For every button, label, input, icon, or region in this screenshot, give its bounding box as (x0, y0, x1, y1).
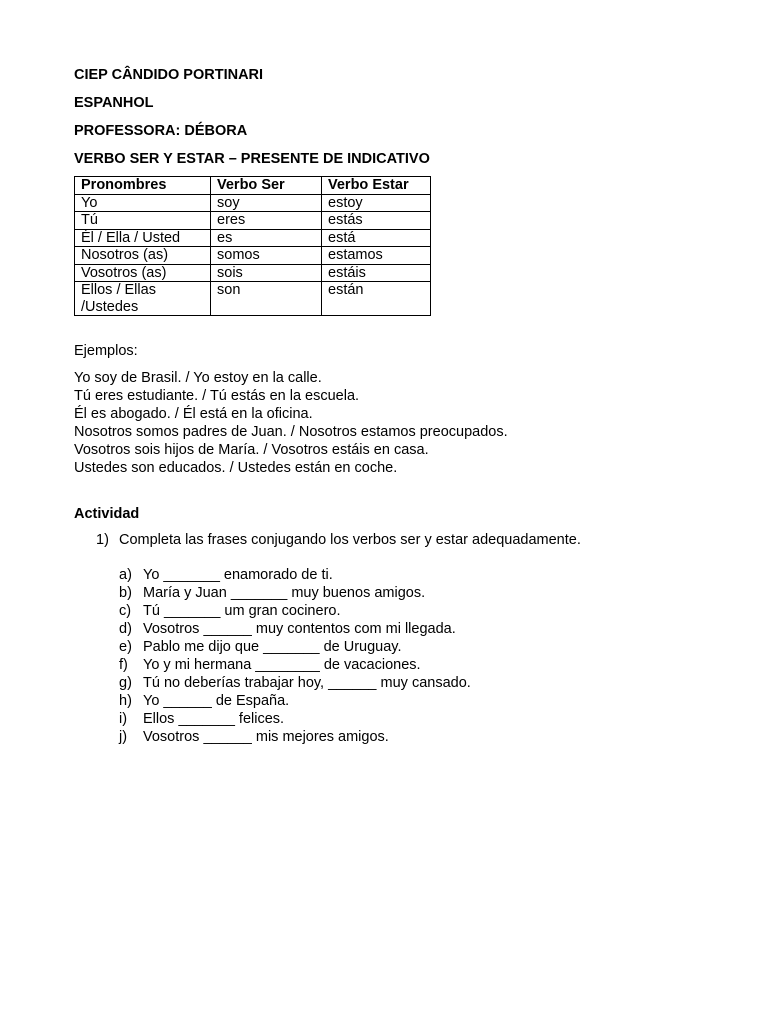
column-header-verbo-ser: Verbo Ser (211, 177, 322, 195)
exercise-item (119, 602, 694, 620)
table-cell: Ellos / Ellas /Ustedes (75, 282, 211, 316)
table-row (75, 264, 431, 282)
table-row (75, 282, 431, 316)
table-cell: somos (211, 247, 322, 265)
subject-name: ESPANHOL (74, 95, 154, 111)
item-text: María y Juan _______ muy buenos amigos. (143, 585, 426, 601)
item-text: Tú _______ um gran cocinero. (143, 603, 341, 619)
column-header-verbo-estar: Verbo Estar (322, 177, 431, 195)
activity-task (74, 531, 694, 549)
verb-conjugation-table (74, 176, 431, 316)
table-cell: estamos (322, 247, 431, 265)
table-row (75, 212, 431, 230)
exercise-item (119, 728, 694, 746)
table-row (75, 194, 431, 212)
item-text: Yo ______ de España. (143, 693, 290, 709)
item-letter: j) (119, 729, 128, 745)
example-line: Nosotros somos padres de Juan. / Nosotros estamos preocupados. (74, 424, 508, 440)
item-text: Pablo me dijo que _______ de Uruguay. (143, 639, 402, 655)
table-cell: Nosotros (as) (75, 247, 211, 265)
exercise-item (119, 584, 694, 602)
item-letter: g) (119, 675, 132, 691)
table-row (75, 247, 431, 265)
table-header-row (75, 177, 431, 195)
item-letter: a) (119, 567, 132, 583)
table-cell: Él / Ella / Usted (75, 229, 211, 247)
item-text: Yo _______ enamorado de ti. (143, 567, 333, 583)
item-letter: c) (119, 603, 132, 619)
item-letter: i) (119, 711, 128, 727)
exercise-item (119, 710, 694, 728)
table-cell: está (322, 229, 431, 247)
exercise-item (119, 674, 694, 692)
table-cell: estáis (322, 264, 431, 282)
examples-list (74, 369, 694, 477)
item-letter: f) (119, 657, 128, 673)
table-cell: estoy (322, 194, 431, 212)
exercise-item (119, 566, 694, 584)
document-page (74, 66, 694, 746)
table-cell: Yo (75, 194, 211, 212)
column-header-pronombres: Pronombres (75, 177, 211, 195)
exercise-item (119, 620, 694, 638)
example-line: Ustedes son educados. / Ustedes están en coche. (74, 460, 398, 476)
example-line: Él es abogado. / Él está en la oficina. (74, 406, 313, 422)
table-cell: Tú (75, 212, 211, 230)
table-cell: son (211, 282, 322, 316)
table-cell: soy (211, 194, 322, 212)
table-row (75, 229, 431, 247)
exercise-item (119, 638, 694, 656)
examples-label: Ejemplos: (74, 343, 138, 359)
item-text: Yo y mi hermana ________ de vacaciones. (143, 657, 421, 673)
example-line: Yo soy de Brasil. / Yo estoy en la calle. (74, 370, 322, 386)
example-line: Tú eres estudiante. / Tú estás en la escuela. (74, 388, 360, 404)
table-cell: eres (211, 212, 322, 230)
exercise-item (119, 692, 694, 710)
item-text: Vosotros ______ mis mejores amigos. (143, 729, 389, 745)
table-cell: están (322, 282, 431, 316)
item-text: Tú no deberías trabajar hoy, ______ muy cansado. (143, 675, 471, 691)
table-cell: sois (211, 264, 322, 282)
table-cell: estás (322, 212, 431, 230)
example-line: Vosotros sois hijos de María. / Vosotros estáis en casa. (74, 442, 429, 458)
teacher-name: PROFESSORA: DÉBORA (74, 123, 248, 139)
topic-title: VERBO SER Y ESTAR – PRESENTE DE INDICATIVO (74, 151, 430, 167)
item-text: Ellos _______ felices. (143, 711, 285, 727)
task-instruction: Completa las frases conjugando los verbos ser y estar adequadamente. (119, 532, 581, 548)
item-letter: b) (119, 585, 132, 601)
item-letter: d) (119, 621, 132, 637)
table-cell: es (211, 229, 322, 247)
task-number: 1) (96, 532, 109, 548)
school-name: CIEP CÂNDIDO PORTINARI (74, 67, 264, 83)
exercise-item (119, 656, 694, 674)
activity-title: Actividad (74, 506, 140, 522)
item-letter: e) (119, 639, 132, 655)
exercise-list (74, 566, 694, 746)
item-letter: h) (119, 693, 132, 709)
table-cell: Vosotros (as) (75, 264, 211, 282)
item-text: Vosotros ______ muy contentos com mi llegada. (143, 621, 456, 637)
